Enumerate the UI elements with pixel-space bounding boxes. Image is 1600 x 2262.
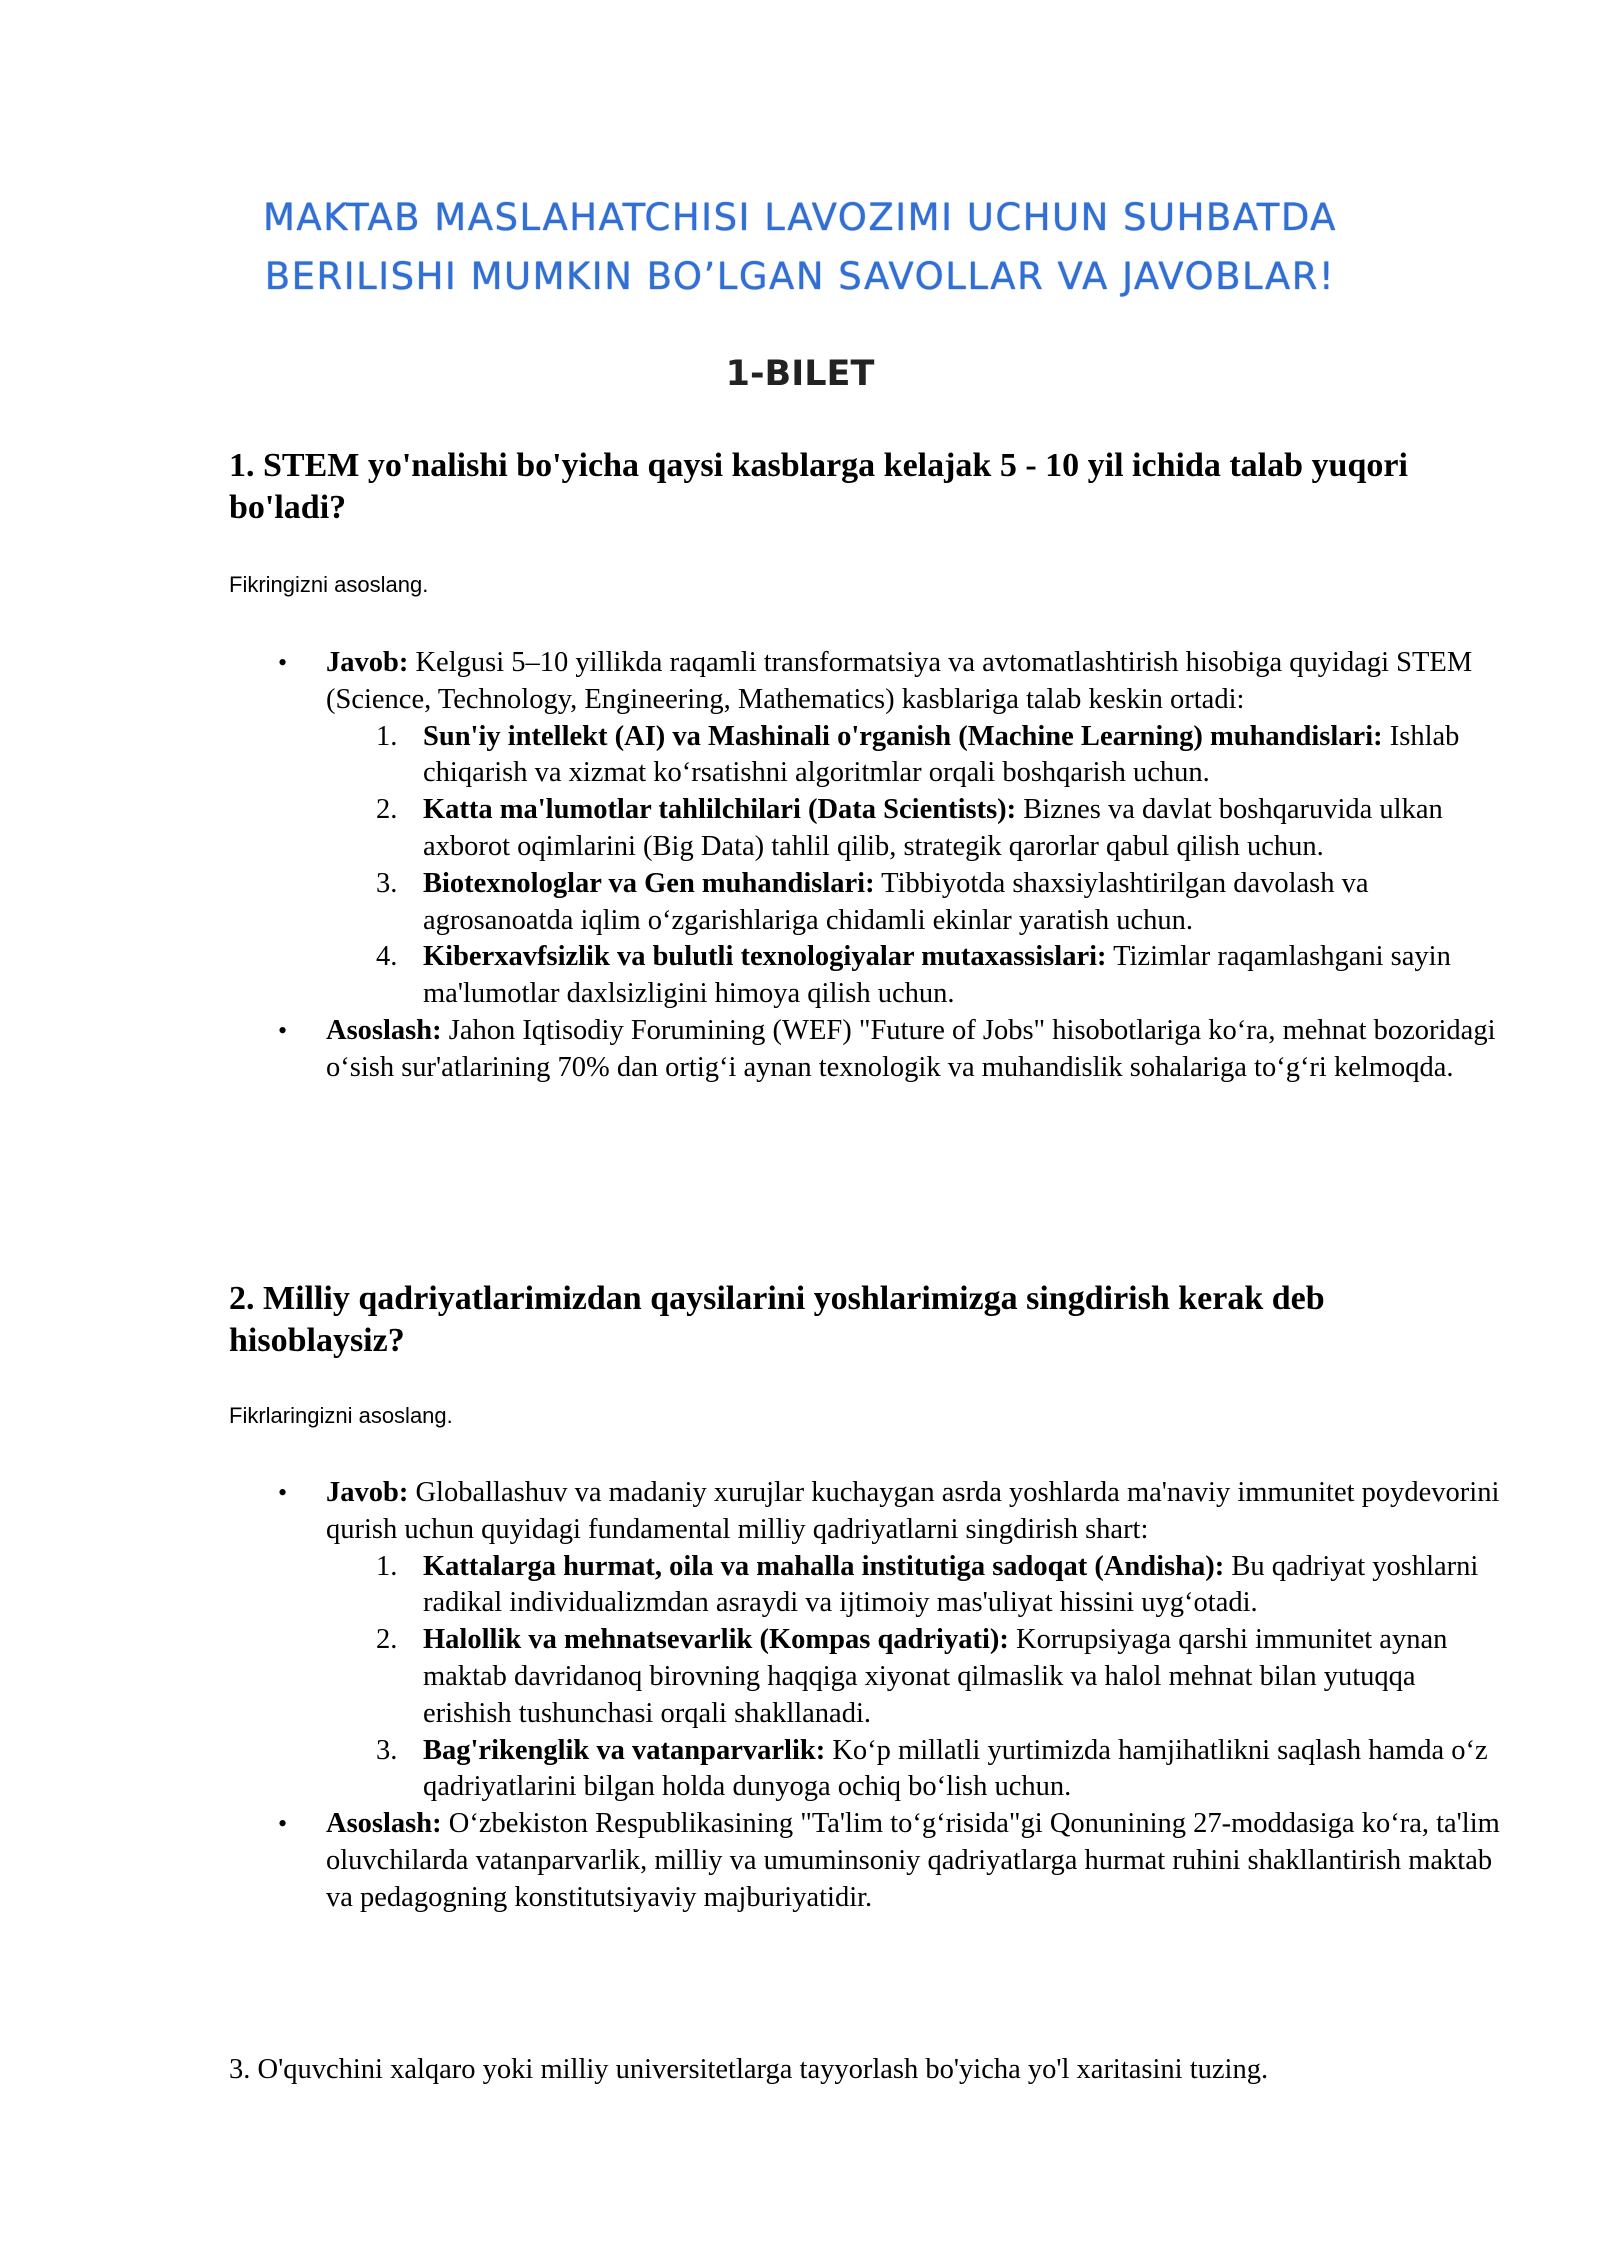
list-number: 1. <box>376 1550 398 1582</box>
document-title-line-2: BERILISHI MUMKIN BO’LGAN SAVOLLAR VA JAVOBLAR! <box>264 255 1336 298</box>
list-number: 3. <box>376 867 398 899</box>
question-2-hint: Fikrlaringizni asoslang. <box>229 1403 453 1428</box>
list-number: 3. <box>376 1734 398 1766</box>
list-item-text: Korrupsiyaga qarshi immunitet aynan maktab davridanoq birovning haqqiga xiyonat qilmaslik va halol mehnat bilan yutuqqa erishish tushunchasi orqali shakllanadi. <box>423 1624 1448 1729</box>
list-item-text: Tibbiyotda shaxsiylashtirilgan davolash va agrosanoatda iqlim o‘zgarishlariga chidamli ekinlar yaratish uchun. <box>423 867 1369 936</box>
question-2-answer-block <box>278 1475 1508 1917</box>
list-item <box>278 792 1508 866</box>
list-number: 2. <box>376 1624 398 1656</box>
list-item <box>278 1733 1508 1807</box>
answer-label: Javob: <box>326 647 409 678</box>
bullet-icon: • <box>278 1809 288 1839</box>
bullet-icon: • <box>278 648 288 677</box>
list-item <box>278 719 1508 793</box>
list-item-title: Kattalarga hurmat, oila va mahalla institutiga sadoqat (Andisha): <box>423 1550 1225 1582</box>
list-item-text: Biznes va davlat boshqaruvida ulkan axborot oqimlarini (Big Data) tahlil qilib, strategik qarorlar qabul qilish uchun. <box>423 794 1443 862</box>
document-title-line-1: MAKTAB MASLAHATCHISI LAVOZIMI UCHUN SUHBATDA <box>263 196 1337 239</box>
reason-label: Asoslash: <box>326 1014 442 1046</box>
list-item-title: Bag'rikenglik va vatanparvarlik: <box>423 1734 826 1766</box>
answer-bullet <box>278 1475 1508 1549</box>
bullet-icon: • <box>278 1478 288 1507</box>
reason-bullet <box>278 1806 1508 1916</box>
list-item-text: Bu qadriyat yoshlarni radikal individualizmdan asraydi va ijtimoiy mas'uliyat hissini uyg‘otadi. <box>423 1550 1479 1619</box>
bullet-icon: • <box>278 1015 288 1045</box>
question-2-heading: 2. Milliy qadriyatlarimizdan qaysilarini yoshlarimizga singdirish kerak deb hisoblaysiz? <box>229 1280 1325 1359</box>
question-1-answer-block <box>278 645 1508 1087</box>
list-number: 2. <box>376 794 398 826</box>
question-1-heading: 1. STEM yo'nalishi bo'yicha qaysi kasblarga kelajak 5 - 10 yil ichida talab yuqori bo'ladi? <box>229 447 1408 526</box>
answer-bullet <box>278 645 1508 719</box>
answer-text: Globallashuv va madaniy xurujlar kuchaygan asrda yoshlarda ma'naviy immunitet poydevorini qurish uchun quyidagi fundamental milliy qadriyatlarni singdirish shart: <box>326 1477 1500 1545</box>
list-item-title: Halollik va mehnatsevarlik (Kompas qadriyati): <box>423 1624 1009 1656</box>
answer-label: Javob: <box>326 1477 409 1508</box>
question-1-list <box>278 719 1508 1013</box>
list-item-text: Ko‘p millatli yurtimizda hamjihatlikni saqlash hamda o‘z qadriyatlarini bilgan holda dunyoga ochiq bo‘lish uchun. <box>423 1734 1488 1803</box>
answer-text: Kelgusi 5–10 yillikda raqamli transformatsiya va avtomatlashtirish hisobiga quyidagi STEM (Science, Technology, Engineering, Mathematics) kasblariga talab keskin ortadi: <box>326 647 1473 715</box>
list-item-text: Tizimlar raqamlashgani sayin ma'lumotlar daxlsizligini himoya qilish uchun. <box>423 941 1451 1010</box>
reason-label: Asoslash: <box>326 1808 442 1840</box>
list-item-title: Katta ma'lumotlar tahlilchilari (Data Scientists): <box>423 794 1017 826</box>
list-item-text: Ishlab chiqarish va xizmat ko‘rsatishni algoritmlar orqali boshqarish uchun. <box>423 720 1460 789</box>
list-item-title: Biotexnologlar va Gen muhandislari: <box>423 867 875 899</box>
reason-text: Jahon Iqtisodiy Forumining (WEF) "Future of Jobs" hisobotlariga ko‘ra, mehnat bozoridagi o‘sish sur'atlarining 70% dan ortig‘i aynan texnologik va muhandislik sohalariga to‘g‘ri kelmoqda. <box>326 1014 1496 1083</box>
list-number: 4. <box>376 941 398 973</box>
question-3-text: 3. O'quvchini xalqaro yoki milliy universitetlarga tayyorlash bo'yicha yo'l xaritasini tuzing. <box>229 2054 1269 2085</box>
list-item-title: Kiberxavfsizlik va bulutli texnologiyalar mutaxassislari: <box>423 941 1107 973</box>
list-number: 1. <box>376 720 398 752</box>
reason-text: O‘zbekiston Respublikasining "Ta'lim to‘g‘risida"gi Qonunining 27-moddasiga ko‘ra, ta'lim oluvchilarda vatanparvarlik, milliy va umuminsoniy qadriyatlarga hurmat ruhini shakllantirish maktab va pedagogning konstitutsiyaviy majburiyatidir. <box>326 1808 1500 1913</box>
list-item <box>278 939 1508 1013</box>
question-1-hint: Fikringizni asoslang. <box>229 572 429 597</box>
list-item <box>278 1549 1508 1623</box>
question-2-list <box>278 1549 1508 1807</box>
ticket-heading: 1-BILET <box>725 354 875 394</box>
list-item <box>278 1622 1508 1732</box>
list-item-title: Sun'iy intellekt (AI) va Mashinali o'rganish (Machine Learning) muhandislari: <box>423 720 1383 752</box>
list-item <box>278 866 1508 940</box>
reason-bullet <box>278 1013 1508 1087</box>
